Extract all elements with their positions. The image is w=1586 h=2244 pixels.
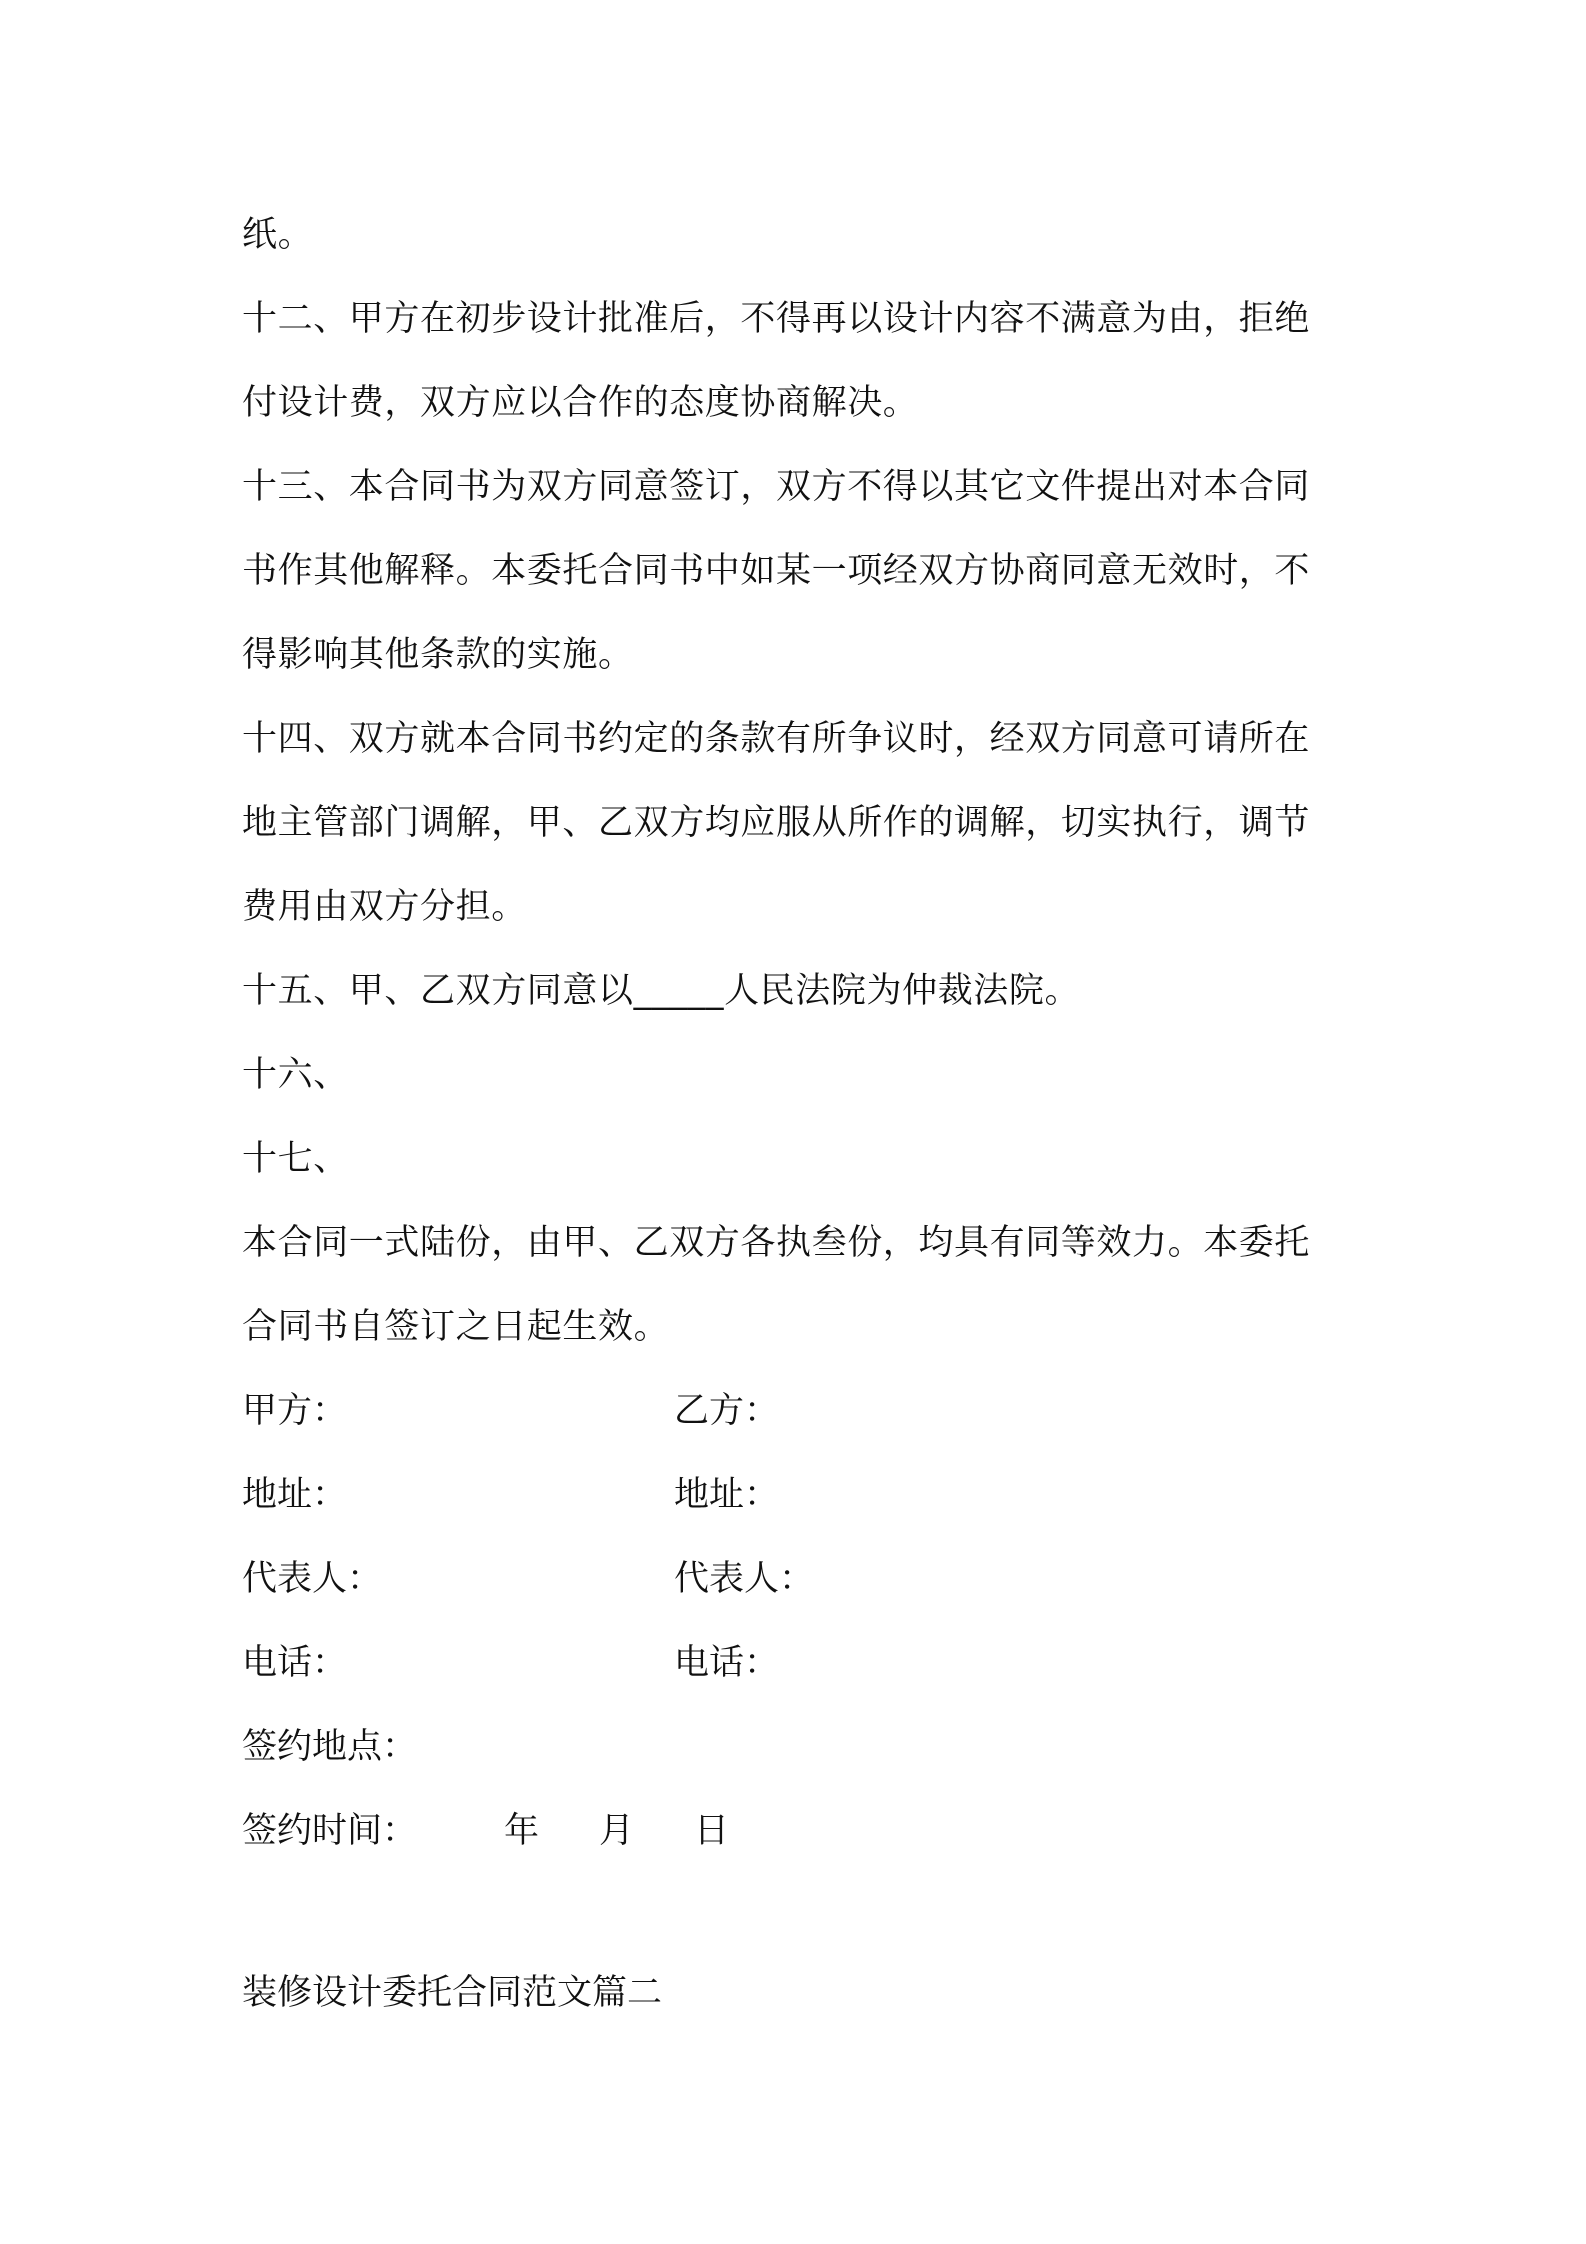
clause-13	[242, 445, 1362, 697]
text-line: 十六、	[242, 1055, 349, 1095]
party-b-representative-label: 代表人：	[674, 1559, 815, 1599]
clause-12	[242, 277, 1362, 445]
text-line: 纸。	[242, 215, 314, 255]
clause-15	[242, 949, 1362, 1033]
text-line: 十五、甲、乙双方同意以_____人民法院为仲裁法院。	[242, 971, 1081, 1011]
clause-14	[242, 697, 1362, 949]
text-line: 付设计费，双方应以合作的态度协商解决。	[242, 383, 919, 423]
party-b-address-label: 地址：	[674, 1475, 780, 1515]
signature-row-representative	[242, 1537, 1362, 1621]
closing-clause	[242, 1201, 1362, 1369]
signing-place-row	[242, 1705, 1362, 1789]
clause-16	[242, 1033, 1362, 1117]
document-body	[242, 193, 1362, 2035]
month-label: 月	[599, 1811, 635, 1851]
signature-row-address	[242, 1453, 1362, 1537]
section-spacer	[242, 1873, 1362, 1951]
text-line: 书作其他解释。本委托合同书中如某一项经双方协商同意无效时，不	[242, 551, 1311, 591]
text-line: 费用由双方分担。	[242, 887, 527, 927]
text-line: 合同书自签订之日起生效。	[242, 1307, 670, 1347]
text-line: 十二、甲方在初步设计批准后，不得再以设计内容不满意为由，拒绝	[242, 299, 1311, 339]
text-line: 十七、	[242, 1139, 349, 1179]
text-line: 得影响其他条款的实施。	[242, 635, 634, 675]
text-line: 十四、双方就本合同书约定的条款有所争议时，经双方同意可请所在	[242, 719, 1311, 759]
signing-place-label: 签约地点：	[242, 1727, 418, 1767]
party-b-phone-label: 电话：	[674, 1643, 780, 1683]
signing-date-row	[242, 1789, 1362, 1873]
text-line: 本合同一式陆份，由甲、乙双方各执叁份，均具有同等效力。本委托	[242, 1223, 1311, 1263]
signing-date-label: 签约时间：	[242, 1811, 418, 1851]
signature-block	[242, 1369, 1362, 1873]
text-line: 十三、本合同书为双方同意签订，双方不得以其它文件提出对本合同	[242, 467, 1311, 507]
day-label: 日	[694, 1811, 730, 1851]
year-label: 年	[504, 1811, 540, 1851]
signature-row-party	[242, 1369, 1362, 1453]
party-a-representative-label: 代表人：	[242, 1559, 383, 1599]
party-a-phone-label: 电话：	[242, 1643, 348, 1683]
party-b-label: 乙方：	[674, 1391, 780, 1431]
party-a-label: 甲方：	[242, 1391, 348, 1431]
clause-17	[242, 1117, 1362, 1201]
next-section-title: 装修设计委托合同范文篇二	[242, 1973, 663, 2013]
clause-continuation	[242, 193, 1362, 277]
signature-row-phone	[242, 1621, 1362, 1705]
party-a-address-label: 地址：	[242, 1475, 348, 1515]
text-line: 地主管部门调解，甲、乙双方均应服从所作的调解，切实执行，调节	[242, 803, 1311, 843]
